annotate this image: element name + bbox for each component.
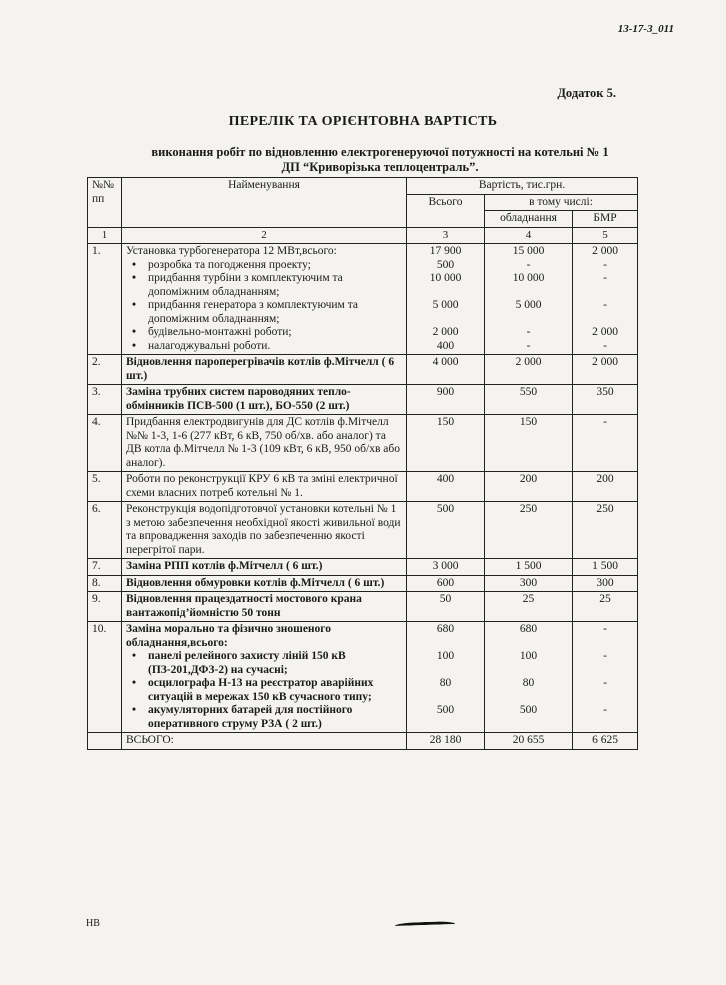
totals-row [88, 733, 638, 750]
row-total: 2 000 [432, 326, 459, 338]
row-item-name: • будівельно-монтажні роботи; [126, 326, 402, 340]
row-bmr-cell [573, 592, 638, 622]
column-number-3: 3 [407, 227, 485, 244]
table-row [88, 385, 638, 415]
row-total-cell [407, 472, 485, 502]
subtitle-line-2: ДП “Криворізька теплоцентраль”. [281, 160, 479, 174]
row-bmr-cell [573, 415, 638, 472]
row-item-name: • розробка та погодження проекту; [126, 259, 402, 273]
row-item-name: Відновлення пароперегрівачів котлів ф.Мітчелл ( 6 шт.) [126, 356, 395, 382]
row-equipment: 1 500 [515, 560, 542, 572]
row-total: 400 [436, 339, 455, 352]
row-item-name-cell [122, 415, 407, 472]
row-bmr: - [603, 416, 607, 428]
row-total: 400 [436, 473, 455, 485]
row-item-name-cell [122, 622, 407, 733]
document-number: 13-17-3_011 [617, 23, 674, 35]
header-cost: Вартість, тис.грн. [407, 178, 638, 195]
row-total: 5 000 [432, 299, 459, 311]
totals-bmr: 6 625 [573, 733, 638, 750]
row-item-name: Відновлення обмуровки котлів ф.Мітчелл ( 6 шт.) [126, 576, 385, 589]
row-item-name-cell [122, 355, 407, 385]
row-equipment: 80 [522, 677, 535, 689]
row-item-name: Заміна РПП котлів ф.Мітчелл ( 6 шт.) [126, 560, 323, 572]
row-total: 150 [436, 416, 455, 428]
row-total: 17 900 [429, 245, 462, 257]
table-row [88, 575, 638, 592]
signature-stroke [395, 921, 455, 930]
row-total-cell [407, 355, 485, 385]
document-subtitle [120, 145, 640, 175]
row-equipment-cell [485, 472, 573, 502]
table-row [88, 415, 638, 472]
row-item-name: Заміна морально та фізично зношеного обладнання,всього: [126, 623, 331, 649]
row-equipment-cell [485, 244, 573, 355]
row-item-name: Відновлення працездатності мостового крана вантажопід’йомністю 50 тонн [126, 593, 362, 619]
row-equipment: 25 [522, 593, 535, 605]
row-equipment-cell [485, 622, 573, 733]
table-body [88, 244, 638, 733]
row-bmr: 350 [596, 386, 614, 398]
row-equipment: - [526, 339, 531, 352]
header-number: №№ пп [88, 178, 122, 228]
row-item-name: • акумуляторних батарей для постійного оперативного струму РЗА ( 2 шт.) [126, 704, 402, 731]
row-total: 500 [436, 258, 455, 271]
row-number: 8. [88, 575, 122, 592]
subtitle-line-1: виконання робіт по відновленню електрогенеруючої потужності на котельні № 1 [151, 145, 609, 159]
row-total: 100 [436, 650, 455, 662]
row-total: 3 000 [432, 560, 459, 572]
row-equipment: - [526, 258, 531, 271]
header-equipment: обладнання [485, 211, 573, 228]
row-item-name-cell [122, 502, 407, 559]
row-bmr: - [603, 623, 607, 635]
row-bmr: 1 500 [592, 560, 618, 572]
row-equipment: 300 [519, 576, 538, 589]
table-row [88, 472, 638, 502]
row-bmr: - [603, 299, 607, 311]
row-number: 6. [88, 502, 122, 559]
row-item-name: Роботи по реконструкції КРУ 6 кВ та зміні електричної схеми власних потреб котельні № 1. [126, 473, 398, 499]
row-bmr: - [603, 258, 607, 271]
row-bmr-cell [573, 559, 638, 576]
row-item-name-cell [122, 575, 407, 592]
row-bmr-cell [573, 575, 638, 592]
row-item-name: Реконструкція водопідготовчої установки котельні № 1 з метою забезпечення необхідної якості живильної води та впровадження заходів по забезпеченню якості перегрітої пари. [126, 503, 401, 556]
totals-equipment: 20 655 [485, 733, 573, 750]
row-bmr-cell [573, 472, 638, 502]
row-number: 3. [88, 385, 122, 415]
row-item-name: • придбання турбіни з комплектуючим та допоміжним обладнанням; [126, 272, 402, 299]
header-including: в тому числі: [485, 194, 638, 211]
row-total-cell [407, 559, 485, 576]
row-equipment: - [526, 326, 531, 338]
row-bmr: - [603, 339, 607, 352]
row-bmr: 2 000 [592, 326, 618, 338]
row-item-name: Придбання електродвигунів для ДС котлів ф.Мітчелл №№ 1-3, 1-6 (277 кВт, 6 кВ, 750 об/хв. або аналог) та ДВ котла ф.Мітчелл № 1-3 (109 кВт, 6 кВ, 950 об/хв або аналог). [126, 416, 400, 469]
row-equipment: 150 [519, 416, 538, 428]
row-equipment: 680 [519, 623, 538, 635]
row-bmr-cell [573, 502, 638, 559]
row-item-name: • панелі релейного захисту ліній 150 кВ (ПЗ-201,ДФЗ-2) на сучасні; [126, 650, 402, 677]
row-item-name-cell [122, 385, 407, 415]
row-equipment-cell [485, 385, 573, 415]
row-number: 2. [88, 355, 122, 385]
row-bmr: 25 [599, 593, 611, 605]
row-number: 5. [88, 472, 122, 502]
row-equipment: 2 000 [515, 356, 542, 368]
row-total: 680 [436, 623, 455, 635]
row-number: 9. [88, 592, 122, 622]
totals-total: 28 180 [407, 733, 485, 750]
row-item-name-cell [122, 244, 407, 355]
row-item-name: • осцилографа Н-13 на реєстратор аварійних ситуацій в мережах 150 кВ сучасного типу; [126, 677, 402, 704]
row-total-cell [407, 415, 485, 472]
table-row [88, 355, 638, 385]
header-name: Найменування [122, 178, 407, 228]
row-item-name: • придбання генератора з комплектуючим та допоміжним обладнанням; [126, 299, 402, 326]
row-equipment: 550 [519, 386, 538, 398]
row-item-name-cell [122, 472, 407, 502]
column-number-2: 2 [122, 227, 407, 244]
cost-table [87, 177, 638, 750]
row-bmr: 200 [596, 473, 614, 485]
row-number: 4. [88, 415, 122, 472]
row-total-cell [407, 575, 485, 592]
column-number-4: 4 [485, 227, 573, 244]
table-row [88, 622, 638, 733]
row-total: 900 [436, 386, 455, 398]
row-total-cell [407, 244, 485, 355]
row-total: 500 [436, 704, 455, 716]
row-total: 50 [439, 593, 452, 605]
row-bmr: - [603, 272, 607, 284]
row-total: 4 000 [432, 356, 459, 368]
table-row [88, 244, 638, 355]
row-equipment: 15 000 [512, 245, 545, 257]
row-item-name: Установка турбогенератора 12 МВт,всього: [126, 245, 337, 257]
table-row [88, 592, 638, 622]
row-bmr-cell [573, 244, 638, 355]
row-number: 10. [88, 622, 122, 733]
row-item-name: Заміна трубних систем пароводяних тепло-обмінників ПСВ-500 (1 шт.), БО-550 (2 шт.) [126, 386, 351, 412]
table-row [88, 559, 638, 576]
row-equipment-cell [485, 415, 573, 472]
row-bmr: 300 [596, 576, 614, 589]
row-item-name-cell [122, 559, 407, 576]
row-total: 80 [439, 677, 452, 689]
row-bmr: 2 000 [592, 245, 618, 257]
totals-empty-cell [88, 733, 122, 750]
row-bmr: - [603, 704, 607, 716]
row-total: 600 [436, 576, 455, 589]
column-number-5: 5 [573, 227, 638, 244]
row-equipment: 5 000 [515, 299, 542, 311]
row-number: 1. [88, 244, 122, 355]
row-equipment-cell [485, 575, 573, 592]
row-item-name-cell [122, 592, 407, 622]
row-equipment: 500 [519, 704, 538, 716]
row-total-cell [407, 622, 485, 733]
row-equipment-cell [485, 502, 573, 559]
row-bmr: - [603, 677, 607, 689]
row-equipment: 200 [519, 473, 538, 485]
row-equipment-cell [485, 592, 573, 622]
row-bmr: - [603, 650, 607, 662]
row-equipment-cell [485, 355, 573, 385]
row-total: 500 [436, 503, 455, 515]
row-equipment-cell [485, 559, 573, 576]
row-total-cell [407, 592, 485, 622]
row-equipment: 250 [519, 503, 538, 515]
row-bmr-cell [573, 622, 638, 733]
column-number-row [88, 227, 638, 244]
row-total: 10 000 [429, 272, 462, 284]
row-bmr: 2 000 [592, 356, 618, 368]
header-bmr: БМР [573, 211, 638, 228]
column-number-1: 1 [88, 227, 122, 244]
header-total: Всього [407, 194, 485, 227]
row-total-cell [407, 502, 485, 559]
table-row [88, 502, 638, 559]
row-total-cell [407, 385, 485, 415]
row-bmr-cell [573, 355, 638, 385]
row-bmr-cell [573, 385, 638, 415]
row-equipment: 10 000 [512, 272, 545, 284]
appendix-label: Додаток 5. [557, 86, 616, 100]
row-bmr: 250 [596, 503, 614, 515]
totals-label: ВСЬОГО: [122, 733, 407, 750]
footer-mark: НВ [86, 918, 100, 929]
row-equipment: 100 [519, 650, 538, 662]
row-item-name: • налагоджувальні роботи. [126, 340, 402, 354]
document-title: ПЕРЕЛІК ТА ОРІЄНТОВНА ВАРТІСТЬ [228, 114, 498, 129]
row-number: 7. [88, 559, 122, 576]
